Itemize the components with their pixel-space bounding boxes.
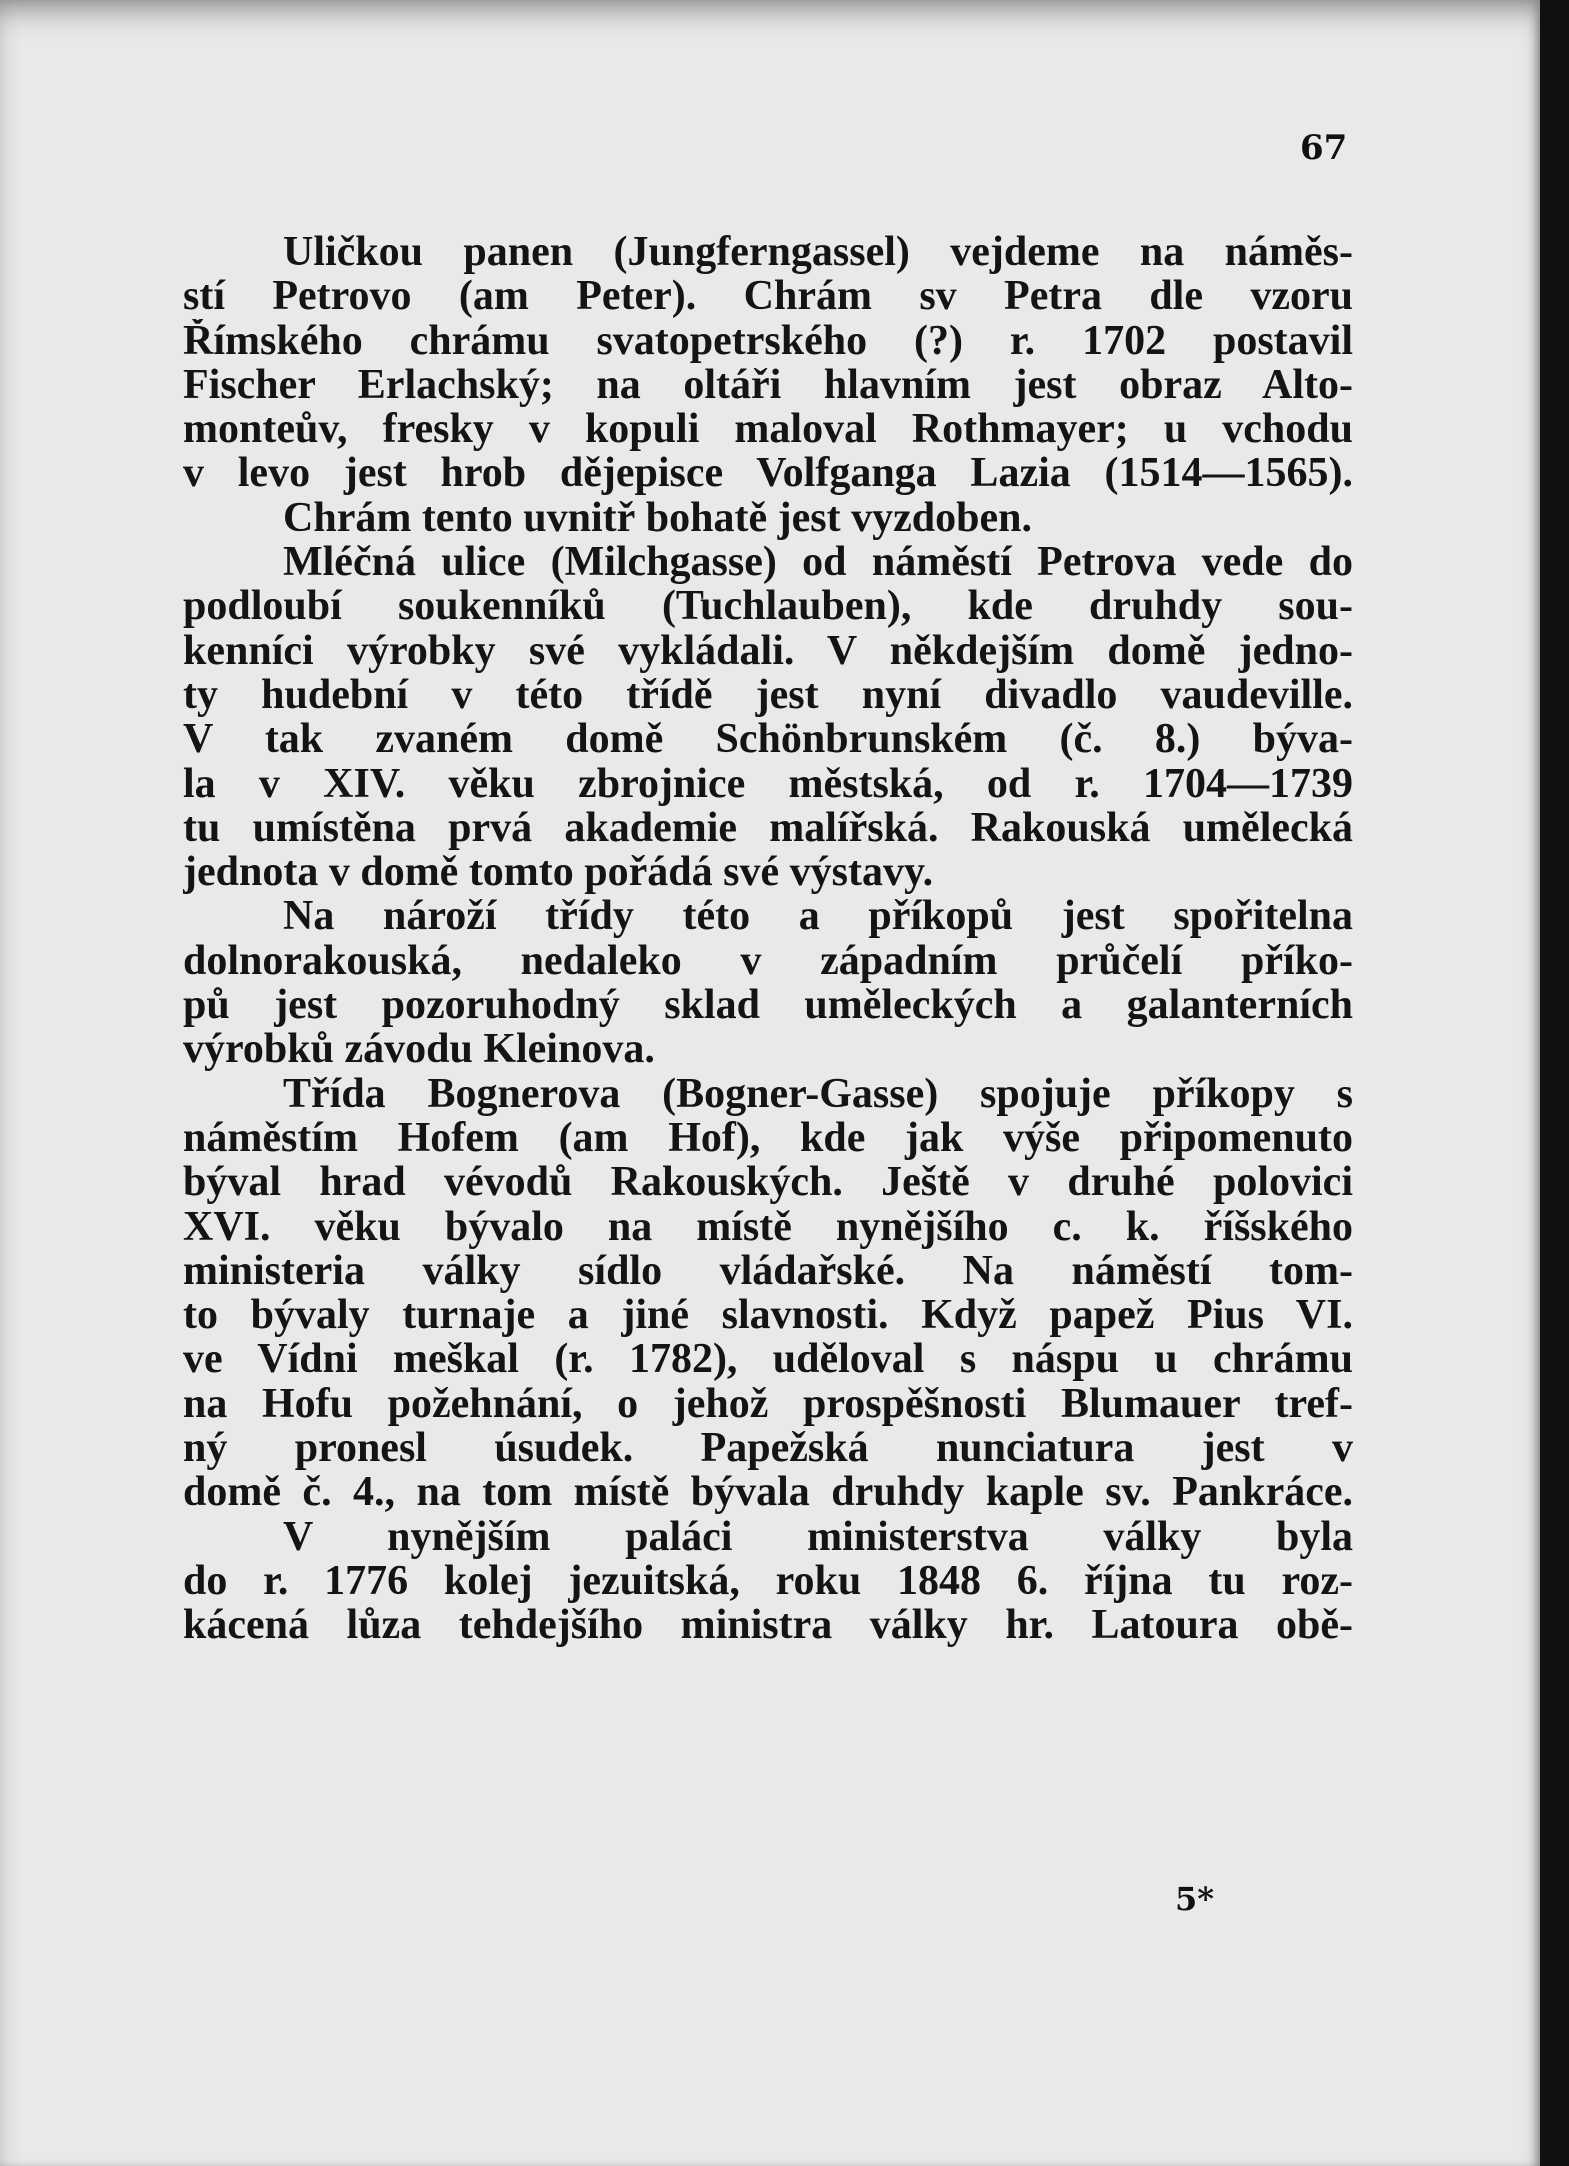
- text-line: stí Petrovo (am Peter). Chrám sv Petra dle vzoru: [183, 274, 1353, 319]
- text-line: na Hofu požehnání, o jehož prospěšnosti Blumauer tref-: [183, 1381, 1353, 1427]
- text-line: podloubí soukenníků (Tuchlauben), kde druhdy sou-: [183, 584, 1353, 629]
- page-number: 67: [1300, 128, 1348, 168]
- text-line: ve Vídni meškal (r. 1782), uděloval s náspu u chrámu: [183, 1337, 1353, 1382]
- text-line: Fischer Erlachský; na oltáři hlavním jest obraz Alto-: [183, 362, 1353, 408]
- text-line: výrobků závodu Kleinova.: [183, 1027, 655, 1072]
- text-line: ty hudební v této třídě jest nyní divadlo vaudeville.: [183, 672, 1353, 718]
- text-line: kenníci výrobky své vykládali. V někdejším domě jedno-: [183, 628, 1353, 673]
- text-line: to bývaly turnaje a jiné slavnosti. Když papež Pius VI.: [183, 1293, 1353, 1338]
- text-line: kácená lůza tehdejšího ministra války hr. Latoura obě-: [183, 1603, 1353, 1648]
- text-line: monteův, fresky v kopuli maloval Rothmayer; u vchodu: [183, 407, 1353, 452]
- text-line: Římského chrámu svatopetrského (?) r. 1702 postavil: [183, 318, 1353, 363]
- text-line: dolnorakouská, nedaleko v západním průčelí příko-: [183, 938, 1353, 984]
- text-line: Mléčná ulice (Milchgasse) od náměstí Petrova vede do: [283, 540, 1353, 585]
- text-line: V tak zvaném domě Schönbrunském (č. 8.) býva-: [183, 717, 1353, 762]
- text-line: v levo jest hrob dějepisce Volfganga Lazia (1514—1565).: [183, 451, 1353, 496]
- text-line: ný pronesl úsudek. Papežská nunciatura jest v: [183, 1426, 1353, 1471]
- text-line: XVI. věku bývalo na místě nynějšího c. k. říšského: [183, 1204, 1353, 1249]
- text-line: Chrám tento uvnitř bohatě jest vyzdoben.: [283, 495, 1032, 541]
- text-line: náměstím Hofem (am Hof), kde jak výše připomenuto: [183, 1115, 1353, 1161]
- signature-mark: 5*: [1175, 1880, 1214, 1918]
- scan-edge-shadow: [1540, 0, 1569, 2166]
- text-line: V nynějším paláci ministerstva války byla: [283, 1514, 1353, 1559]
- text-line: do r. 1776 kolej jezuitská, roku 1848 6. října tu roz-: [183, 1558, 1353, 1604]
- text-line: Třída Bognerova (Bogner-Gasse) spojuje příkopy s: [283, 1071, 1353, 1116]
- body-text: [183, 230, 1353, 1648]
- text-line: býval hrad vévodů Rakouských. Ještě v druhé polovici: [183, 1160, 1353, 1205]
- text-line: tu umístěna prvá akademie malířská. Rakouská umělecká: [183, 805, 1353, 851]
- text-line: la v XIV. věku zbrojnice městská, od r. 1704—1739: [183, 761, 1353, 806]
- text-line: jednota v domě tomto pořádá své výstavy.: [183, 850, 934, 895]
- text-line: domě č. 4., na tom místě bývala druhdy kaple sv. Pankráce.: [183, 1470, 1353, 1515]
- text-line: pů jest pozoruhodný sklad uměleckých a galanterních: [183, 983, 1353, 1028]
- text-line: ministeria války sídlo vládařské. Na náměstí tom-: [183, 1248, 1353, 1294]
- text-line: Na nároží třídy této a příkopů jest spořitelna: [283, 894, 1353, 939]
- text-line: Uličkou panen (Jungferngassel) vejdeme na náměs-: [283, 230, 1353, 275]
